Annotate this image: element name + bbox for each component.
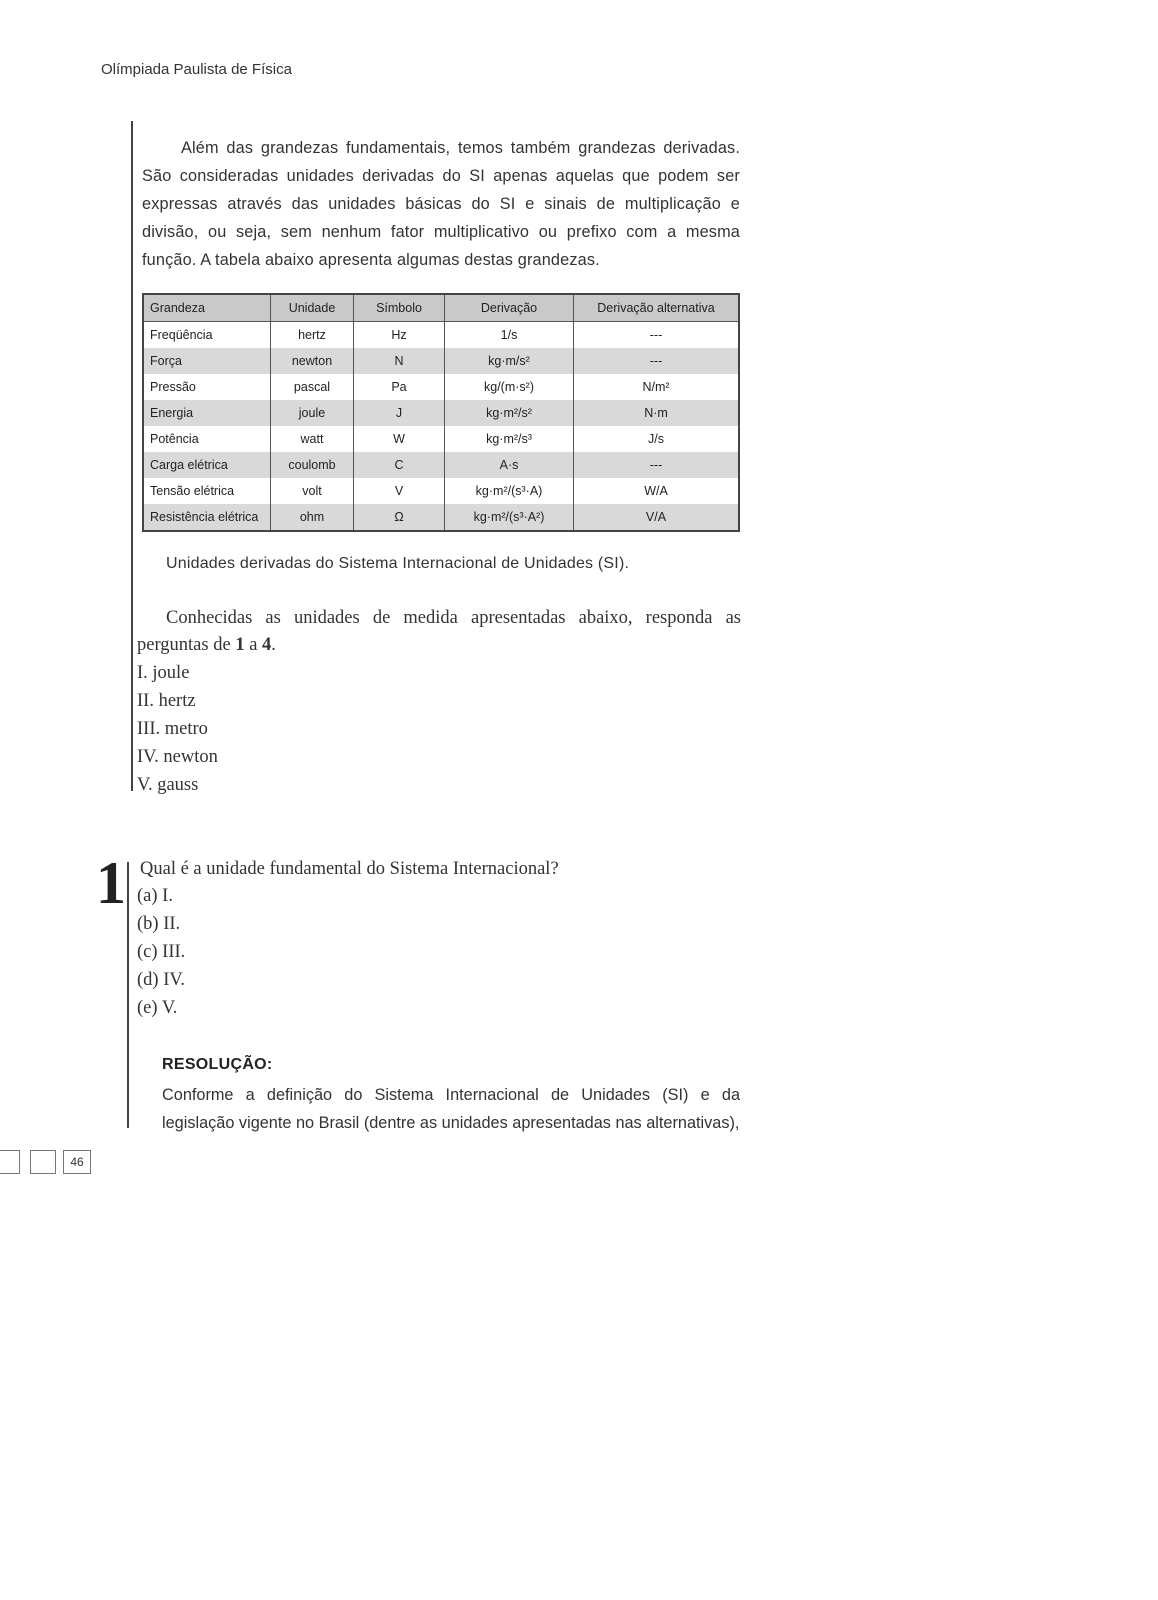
cell-derivacao: kg/(m·s²)	[445, 374, 574, 400]
question-range-start: 1	[235, 635, 245, 655]
question-text: Qual é a unidade fundamental do Sistema Internacional?	[140, 859, 559, 879]
cell-simbolo: Hz	[354, 322, 445, 349]
cell-simbolo: N	[354, 348, 445, 374]
resolution-text: Conforme a definição do Sistema Internacional de Unidades (SI) e da legislação vigente no Brasil (dentre as unidades apresentadas nas alternativas),	[162, 1086, 740, 1132]
cell-simbolo: C	[354, 452, 445, 478]
cell-derivacao: kg·m²/(s³·A)	[445, 478, 574, 504]
margin-rule-bottom	[127, 862, 129, 1128]
cell-simbolo: Ω	[354, 504, 445, 531]
resolution-paragraph	[162, 1081, 740, 1137]
resolution-title: RESOLUÇÃO:	[162, 1056, 273, 1073]
table-caption: Unidades derivadas do Sistema Internacional de Unidades (SI).	[166, 555, 630, 572]
col-header-simbolo: Símbolo	[354, 294, 445, 322]
cell-unidade: hertz	[271, 322, 354, 349]
cell-derivacao: kg·m²/s³	[445, 426, 574, 452]
known-units-text-mid: a	[244, 635, 263, 655]
unit-list-item: III. metro	[137, 719, 208, 739]
intro-text: Além das grandezas fundamentais, temos também grandezas derivadas. São consideradas unidades derivadas do SI apenas aquelas que podem ser expressas através das unidades básicas do SI e sinais de multiplicação e divisão, ou seja, sem nenhum fator multiplicativo ou prefixo com a mesma função. A tabela abaixo apresenta algumas destas grandezas.	[142, 139, 740, 269]
cell-derivacao: kg·m²/s²	[445, 400, 574, 426]
known-units-paragraph	[137, 605, 741, 659]
footer-box	[0, 1150, 20, 1174]
cell-derivacao-alternativa: ---	[574, 348, 740, 374]
unit-list-item: II. hertz	[137, 691, 196, 711]
col-header-grandeza: Grandeza	[143, 294, 271, 322]
cell-derivacao: kg·m/s²	[445, 348, 574, 374]
table-row	[143, 452, 739, 478]
answer-option-d: (d) IV.	[137, 970, 185, 990]
col-header-derivacao: Derivação	[445, 294, 574, 322]
answer-option-c: (c) III.	[137, 942, 186, 962]
answer-option-e: (e) V.	[137, 998, 178, 1018]
intro-paragraph	[142, 134, 740, 274]
table-row	[143, 374, 739, 400]
table-row	[143, 478, 739, 504]
col-header-derivacao-alternativa: Derivação alternativa	[574, 294, 740, 322]
table-row	[143, 426, 739, 452]
cell-derivacao-alternativa: ---	[574, 322, 740, 349]
col-header-unidade: Unidade	[271, 294, 354, 322]
cell-grandeza: Tensão elétrica	[143, 478, 271, 504]
table-row	[143, 322, 739, 349]
cell-unidade: coulomb	[271, 452, 354, 478]
running-header: Olímpiada Paulista de Física	[101, 61, 292, 78]
cell-simbolo: Pa	[354, 374, 445, 400]
answer-option-a: (a) I.	[137, 886, 173, 906]
derived-units-table	[142, 293, 740, 532]
cell-derivacao-alternativa: N·m	[574, 400, 740, 426]
table-row	[143, 348, 739, 374]
cell-unidade: pascal	[271, 374, 354, 400]
cell-unidade: newton	[271, 348, 354, 374]
unit-list-item: IV. newton	[137, 747, 218, 767]
cell-grandeza: Energia	[143, 400, 271, 426]
answer-option-b: (b) II.	[137, 914, 181, 934]
known-units-text-after: .	[271, 635, 276, 655]
table-row	[143, 504, 739, 531]
cell-derivacao-alternativa: W/A	[574, 478, 740, 504]
footer-box	[30, 1150, 56, 1174]
cell-unidade: volt	[271, 478, 354, 504]
cell-simbolo: W	[354, 426, 445, 452]
unit-list-item: V. gauss	[137, 775, 199, 795]
question-range-end: 4	[262, 635, 272, 655]
margin-rule-top	[131, 121, 133, 791]
table-header-row	[143, 294, 739, 322]
cell-derivacao: A·s	[445, 452, 574, 478]
known-units-text	[137, 605, 741, 659]
cell-grandeza: Freqüência	[143, 322, 271, 349]
question-number: 1	[96, 850, 126, 916]
cell-simbolo: V	[354, 478, 445, 504]
cell-unidade: joule	[271, 400, 354, 426]
cell-grandeza: Pressão	[143, 374, 271, 400]
cell-grandeza: Carga elétrica	[143, 452, 271, 478]
cell-derivacao-alternativa: N/m²	[574, 374, 740, 400]
cell-grandeza: Potência	[143, 426, 271, 452]
cell-derivacao-alternativa: J/s	[574, 426, 740, 452]
cell-derivacao: kg·m²/(s³·A²)	[445, 504, 574, 531]
cell-grandeza: Força	[143, 348, 271, 374]
cell-unidade: watt	[271, 426, 354, 452]
cell-simbolo: J	[354, 400, 445, 426]
page-number: 46	[63, 1150, 91, 1174]
unit-list-item: I. joule	[137, 663, 190, 683]
known-units-text-before: Conhecidas as unidades de medida apresentadas abaixo, responda as perguntas de	[137, 608, 741, 655]
cell-derivacao-alternativa: V/A	[574, 504, 740, 531]
cell-derivacao-alternativa: ---	[574, 452, 740, 478]
cell-grandeza: Resistência elétrica	[143, 504, 271, 531]
cell-unidade: ohm	[271, 504, 354, 531]
cell-derivacao: 1/s	[445, 322, 574, 349]
table-row	[143, 400, 739, 426]
